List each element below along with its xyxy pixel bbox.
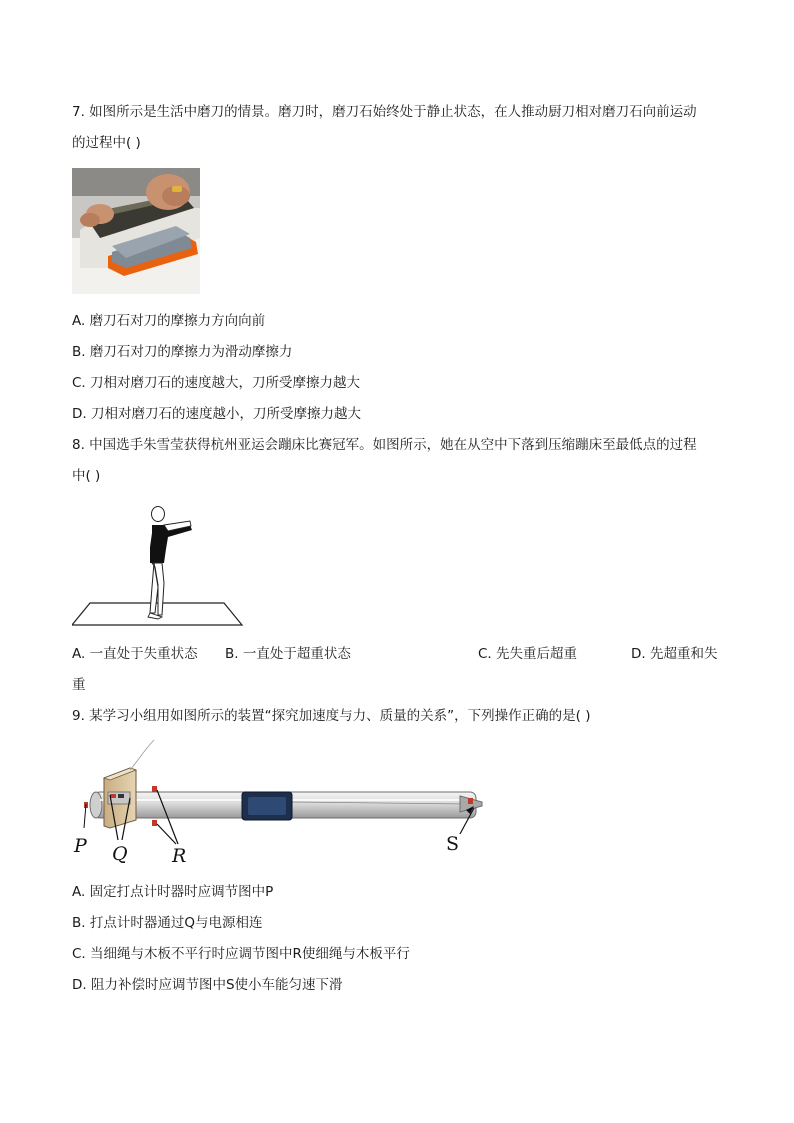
q9-option-d: D. 阻力补偿时应调节图中S使小车能匀速下滑 bbox=[72, 977, 343, 993]
q7-stem-line2: 的过程中( ) bbox=[72, 135, 141, 151]
knife-sharpening-photo bbox=[72, 168, 200, 294]
label-s: S bbox=[446, 833, 460, 855]
q8-option-c: C. 先失重后超重 bbox=[478, 646, 578, 662]
q8-option-b: B. 一直处于超重状态 bbox=[225, 646, 351, 662]
q7-option-b: B. 磨刀石对刀的摩擦力为滑动摩擦力 bbox=[72, 344, 293, 360]
q8-option-d-wrap: 重 bbox=[72, 677, 86, 693]
label-q: Q bbox=[112, 843, 128, 865]
q7-option-c: C. 刀相对磨刀石的速度越大，刀所受摩擦力越大 bbox=[72, 375, 361, 391]
acceleration-experiment-figure bbox=[70, 740, 492, 868]
q7-option-d: D. 刀相对磨刀石的速度越小，刀所受摩擦力越大 bbox=[72, 406, 361, 422]
q7-option-a: A. 磨刀石对刀的摩擦力方向向前 bbox=[72, 313, 266, 329]
label-r: R bbox=[172, 845, 187, 867]
label-p: P bbox=[74, 835, 87, 857]
q9-stem-line1: 9. 某学习小组用如图所示的装置“探究加速度与力、质量的关系”，下列操作正确的是( ) bbox=[72, 708, 591, 724]
q7-stem-line1: 7. 如图所示是生活中磨刀的情景。磨刀时，磨刀石始终处于静止状态，在人推动厨刀相对磨刀石向前运动 bbox=[72, 104, 697, 120]
q8-option-d: D. 先超重和失 bbox=[631, 646, 718, 662]
q9-option-c: C. 当细绳与木板不平行时应调节图中R使细绳与木板平行 bbox=[72, 946, 410, 962]
trampoline-athlete-figure bbox=[72, 503, 244, 627]
q8-stem-line1: 8. 中国选手朱雪莹获得杭州亚运会蹦床比赛冠军。如图所示，她在从空中下落到压缩蹦床至最低点的过程 bbox=[72, 437, 697, 453]
q8-option-a: A. 一直处于失重状态 bbox=[72, 646, 198, 662]
q9-option-b: B. 打点计时器通过Q与电源相连 bbox=[72, 915, 263, 931]
q9-option-a: A. 固定打点计时器时应调节图中P bbox=[72, 884, 274, 900]
q8-stem-line2: 中( ) bbox=[72, 468, 101, 484]
